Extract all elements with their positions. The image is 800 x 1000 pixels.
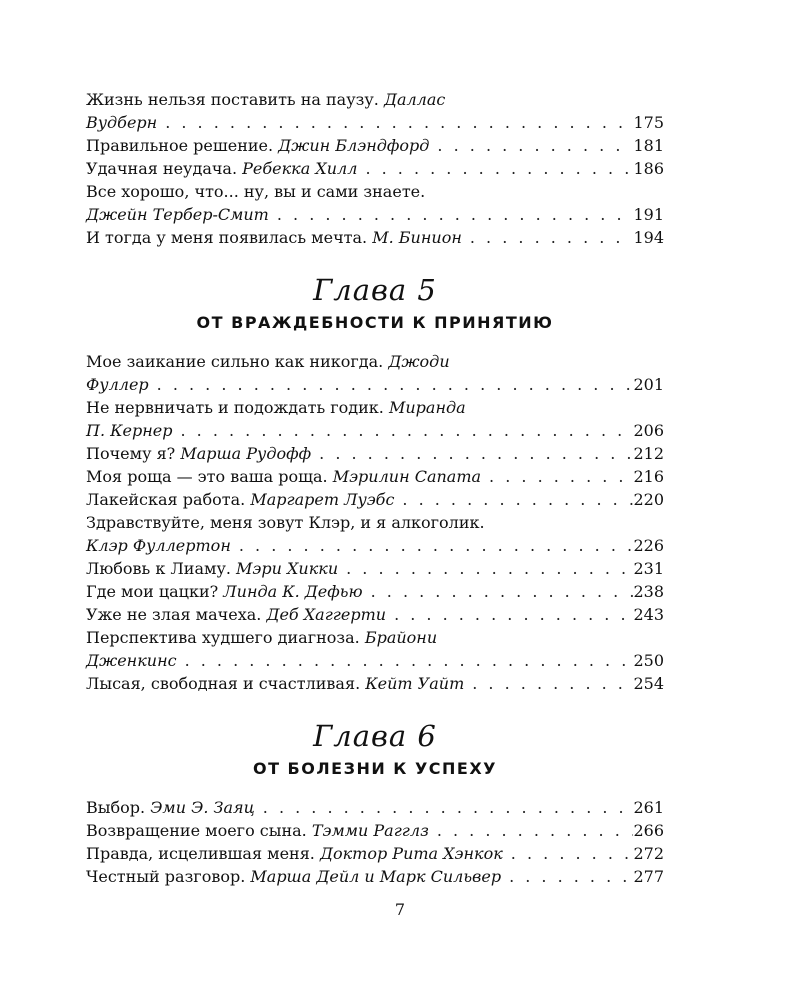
- entry-page-number: 186: [633, 159, 664, 178]
- entry-author: Даллас: [383, 90, 446, 109]
- entry-page-number: 175: [633, 113, 664, 132]
- toc-entry[interactable]: [86, 819, 664, 842]
- entry-page-number: 226: [633, 536, 664, 555]
- entry-title: Уже не злая мачеха.: [86, 605, 262, 624]
- entry-page-number: 206: [633, 421, 664, 440]
- entry-title: Не нервничать и подождать годик.: [86, 398, 389, 417]
- entry-author: Марша Рудофф: [180, 444, 312, 463]
- entry-author: Мэрилин Сапата: [332, 467, 482, 486]
- entry-author: П. Кернер: [86, 421, 173, 440]
- entry-page-number: 181: [633, 136, 664, 155]
- page-number: 7: [394, 900, 406, 919]
- entry-page-number: 272: [633, 844, 664, 863]
- entry-author: Дженкинс: [86, 651, 177, 670]
- table-of-contents: [86, 88, 664, 888]
- entry-author: Кейт Уайт: [365, 674, 465, 693]
- toc-entry[interactable]: [86, 180, 664, 226]
- entry-author: Клэр Фуллертон: [86, 536, 231, 555]
- chapter-heading: [86, 273, 664, 332]
- entry-page-number: 212: [633, 444, 664, 463]
- dot-leader: [338, 557, 633, 580]
- entry-title: Мое заикание сильно как никогда.: [86, 352, 389, 371]
- entry-first-line: [86, 511, 664, 534]
- entry-title: Моя роща — это ваша роща.: [86, 467, 328, 486]
- entry-author: Брайони: [364, 628, 438, 647]
- entry-title: Удачная неудача.: [86, 159, 238, 178]
- toc-entry[interactable]: [86, 626, 664, 672]
- entry-page-number: 201: [633, 375, 664, 394]
- entry-author: Маргарет Луэбс: [250, 490, 395, 509]
- entry-first-line: [86, 626, 664, 649]
- entry-first-line: [86, 180, 664, 203]
- dot-leader: [269, 203, 634, 226]
- dot-leader: [501, 865, 633, 888]
- entry-title: Лакейская работа.: [86, 490, 246, 509]
- entry-author: Фуллер: [86, 375, 149, 394]
- dot-leader: [394, 488, 633, 511]
- toc-entry[interactable]: [86, 442, 664, 465]
- toc-entry[interactable]: [86, 488, 664, 511]
- toc-entry[interactable]: [86, 226, 664, 249]
- entry-author: Вудберн: [86, 113, 158, 132]
- dot-leader: [311, 442, 633, 465]
- toc-entry[interactable]: [86, 396, 664, 442]
- toc-entry[interactable]: [86, 134, 664, 157]
- entry-first-line: [86, 396, 664, 419]
- entry-author: Деб Хаггерти: [266, 605, 387, 624]
- entry-page-number: 254: [633, 674, 664, 693]
- toc-entry[interactable]: [86, 157, 664, 180]
- entry-author: Доктор Рита Хэнкок: [319, 844, 503, 863]
- entry-author: Миранда: [388, 398, 466, 417]
- toc-section: [86, 273, 664, 695]
- chapter-label: Глава 6: [313, 719, 437, 753]
- entry-page-number: 250: [633, 651, 664, 670]
- toc-entry[interactable]: [86, 865, 664, 888]
- toc-entry[interactable]: [86, 603, 664, 626]
- chapter-title: ОТ БОЛЕЗНИ К УСПЕХУ: [252, 759, 498, 778]
- toc-entry[interactable]: [86, 557, 664, 580]
- dot-leader: [357, 157, 633, 180]
- dot-leader: [386, 603, 633, 626]
- dot-leader: [429, 819, 634, 842]
- dot-leader: [363, 580, 634, 603]
- entry-title: Любовь к Лиаму.: [86, 559, 231, 578]
- chapter-label: Глава 5: [313, 273, 437, 307]
- dot-leader: [503, 842, 634, 865]
- entry-page-number: 194: [633, 228, 664, 247]
- entry-author: Джейн Тербер-Смит: [86, 205, 269, 224]
- entry-author: Марша Дейл и Марк Сильвер: [250, 867, 502, 886]
- entry-title: Правильное решение.: [86, 136, 274, 155]
- chapter-heading: [86, 719, 664, 778]
- dot-leader: [429, 134, 633, 157]
- dot-leader: [464, 672, 633, 695]
- toc-entry[interactable]: [86, 465, 664, 488]
- entry-author: Джоди: [388, 352, 450, 371]
- entry-author: Джин Блэндфорд: [278, 136, 430, 155]
- entry-page-number: 266: [633, 821, 664, 840]
- entry-title: Жизнь нельзя поставить на паузу.: [86, 90, 384, 109]
- dot-leader: [157, 111, 633, 134]
- entry-page-number: 277: [633, 867, 664, 886]
- toc-section: [86, 88, 664, 249]
- entry-page-number: 220: [633, 490, 664, 509]
- entry-title: Выбор.: [86, 798, 146, 817]
- entry-title: Честный разговор.: [86, 867, 246, 886]
- entry-page-number: 243: [633, 605, 664, 624]
- toc-entry[interactable]: [86, 88, 664, 134]
- entry-title: Лысая, свободная и счастливая.: [86, 674, 361, 693]
- entry-author: Линда К. Дефью: [223, 582, 363, 601]
- entry-page-number: 191: [633, 205, 664, 224]
- entry-page-number: 216: [633, 467, 664, 486]
- entry-first-line: [86, 350, 664, 373]
- entry-title: Где мои цацки?: [86, 582, 219, 601]
- entry-author: Эми Э. Заяц: [150, 798, 255, 817]
- entry-title: Перспектива худшего диагноза.: [86, 628, 365, 647]
- toc-entry[interactable]: [86, 842, 664, 865]
- toc-entry[interactable]: [86, 511, 664, 557]
- dot-leader: [149, 373, 634, 396]
- entry-title: Почему я?: [86, 444, 176, 463]
- entry-title: Здравствуйте, меня зовут Клэр, и я алкоголик.: [86, 513, 485, 532]
- chapter-title: ОТ ВРАЖДЕБНОСТИ К ПРИНЯТИЮ: [196, 313, 554, 332]
- dot-leader: [255, 796, 634, 819]
- toc-entry[interactable]: [86, 580, 664, 603]
- entry-title: Правда, исцелившая меня.: [86, 844, 315, 863]
- dot-leader: [177, 649, 634, 672]
- entry-page-number: 231: [633, 559, 664, 578]
- toc-entry[interactable]: [86, 350, 664, 396]
- entry-title: Все хорошо, что... ну, вы и сами знаете.: [86, 182, 426, 201]
- entry-author: М. Бинион: [372, 228, 462, 247]
- dot-leader: [462, 226, 634, 249]
- toc-entry[interactable]: [86, 672, 664, 695]
- entry-page-number: 261: [633, 798, 664, 817]
- entry-title: И тогда у меня появилась мечта.: [86, 228, 368, 247]
- entry-author: Ребекка Хилл: [242, 159, 358, 178]
- entry-author: Мэри Хикки: [236, 559, 339, 578]
- toc-entry[interactable]: [86, 796, 664, 819]
- toc-section: [86, 719, 664, 888]
- entry-first-line: [86, 88, 664, 111]
- dot-leader: [172, 419, 633, 442]
- entry-title: Возвращение моего сына.: [86, 821, 307, 840]
- dot-leader: [231, 534, 634, 557]
- dot-leader: [481, 465, 633, 488]
- entry-author: Тэмми Рагглз: [311, 821, 429, 840]
- entry-page-number: 238: [633, 582, 664, 601]
